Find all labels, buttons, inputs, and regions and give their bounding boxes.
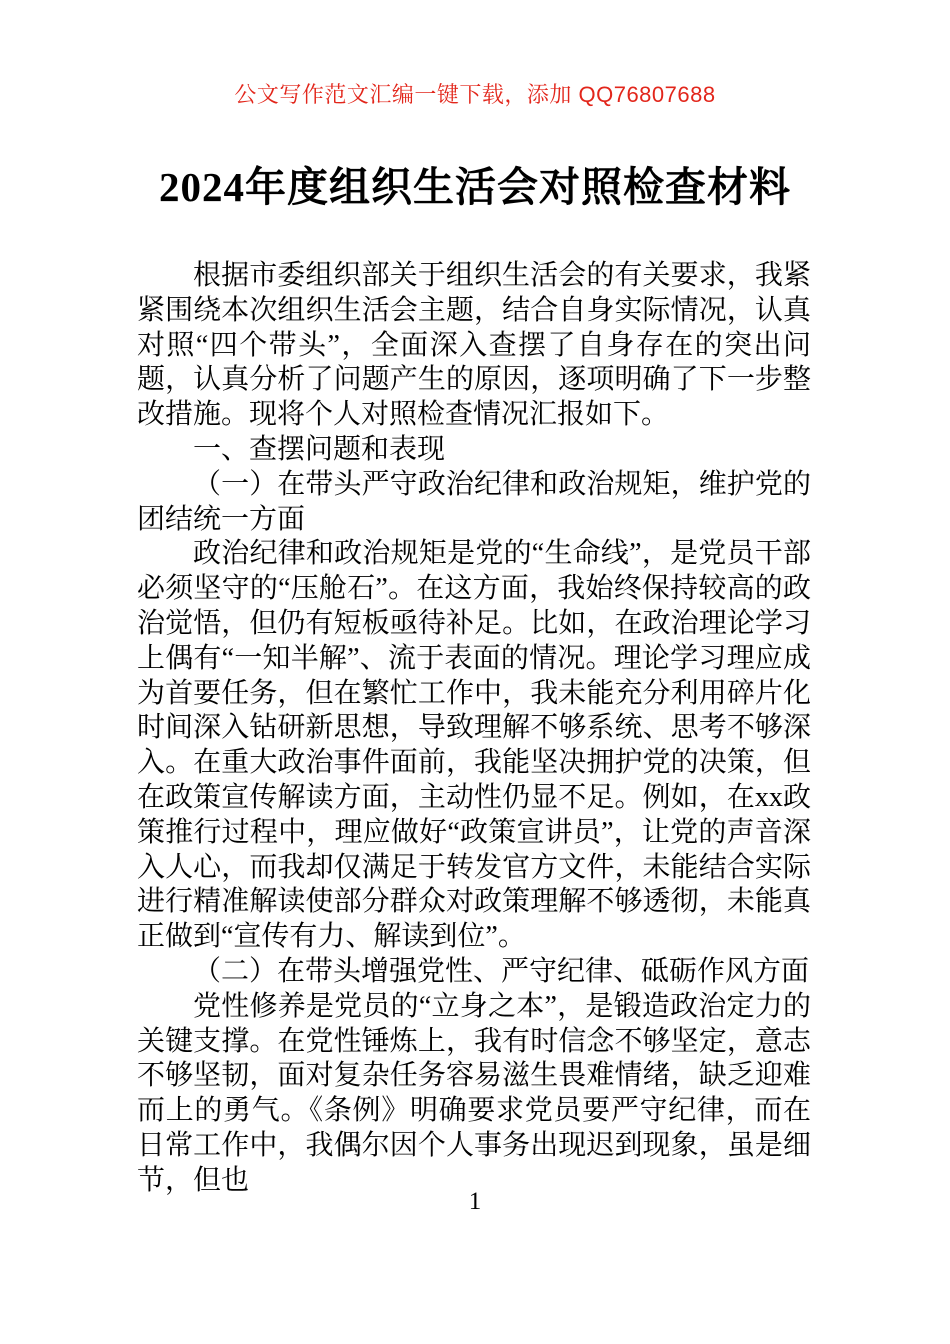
paragraph-subsection-1-2: 党性修养是党员的“立身之本”，是锻造政治定力的关键支撑。在党性锤炼上，我有时信念不够坚定，意志不够坚韧，面对复杂任务容易滋生畏难情绪，缺乏迎难而上的勇气。《条例》明确要求党员要严守纪律，而在日常工作中，我偶尔因个人事务出现迟到现象，虽是细节，但也 (137, 990, 811, 1196)
document-title: 2024年度组织生活会对照检查材料 (159, 164, 791, 210)
page-number: 1 (468, 1188, 482, 1215)
paragraph-intro: 根据市委组织部关于组织生活会的有关要求，我紧紧围绕本次组织生活会主题，结合自身实际情况，认真对照“四个带头”，全面深入查摆了自身存在的突出问题，认真分析了问题产生的原因，逐项明确了下一步整改措施。现将个人对照检查情况汇报如下。 (137, 260, 811, 431)
document-body (137, 259, 811, 1199)
subsection-heading-1-1: （一）在带头严守政治纪律和政治规矩，维护党的团结统一方面 (137, 468, 811, 535)
section-heading-1: 一、查摆问题和表现 (193, 433, 446, 465)
promo-header-notice: 公文写作范文汇编一键下载，添加 QQ76807688 (234, 82, 716, 107)
subsection-heading-1-2: （二）在带头增强党性、严守纪律、砥砺作风方面 (193, 955, 810, 987)
paragraph-subsection-1-1: 政治纪律和政治规矩是党的“生命线”，是党员干部必须坚守的“压舱石”。在这方面，我始终保持较高的政治觉悟，但仍有短板亟待补足。比如，在政治理论学习上偶有“一知半解”、流于表面的情况。理论学习理应成为首要任务，但在繁忙工作中，我未能充分利用碎片化时间深入钻研新思想，导致理解不够系统、思考不够深入。在重大政治事件面前，我能坚决拥护党的决策，但在政策宣传解读方面，主动性仍显不足。例如，在xx政策推行过程中，理应做好“政策宣讲员”，让党的声音深入人心，而我却仅满足于转发官方文件，未能结合实际进行精准解读使部分群众对政策理解不够透彻，未能真正做到“宣传有力、解读到位”。 (137, 538, 811, 953)
